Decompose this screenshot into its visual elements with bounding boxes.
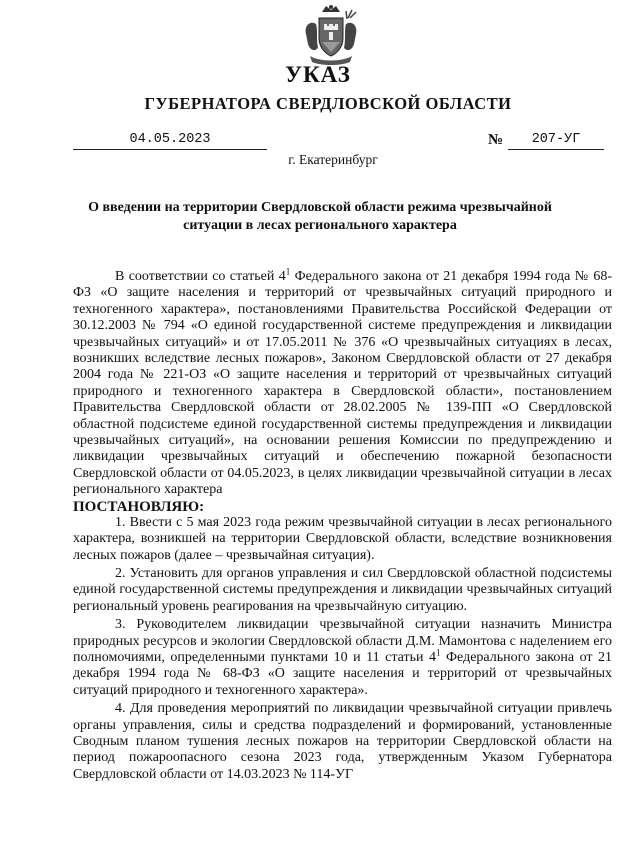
document-heading: О введении на территории Свердловской области режима чрезвычайной ситуации в лесах регионального характера xyxy=(88,200,552,233)
document-subtitle: ГУБЕРНАТОРА СВЕРДЛОВСКОЙ ОБЛАСТИ xyxy=(144,94,512,113)
document-body xyxy=(73,266,613,783)
document-title: УКАЗ xyxy=(285,62,351,87)
item-3-text-start: 3. Руководителем ликвидации чрезвычайной ситуации назначить Министра природных ресурсов и экологии Свердловской области Д.М. Мамонтова с наделением его полномочиями, определенными пунктами 10 и 11 статьи 4 xyxy=(73,617,612,665)
preamble-text-start: В соответствии со статьей 4 xyxy=(115,269,286,284)
document-number: 207-УГ xyxy=(508,131,604,150)
item-4: 4. Для проведения мероприятий по ликвидации чрезвычайной ситуации привлечь органы управления, силы и средства подразделений и формирований, установленные Сводным планом тушения лесных пожаров на территории Свердловской области на период пожароопасного сезона 2023 года, утвержденным Указом Губернатора Свердловской области от 14.03.2023 № 114-УГ xyxy=(73,701,612,782)
decree-word: ПОСТАНОВЛЯЮ: xyxy=(73,498,205,515)
coat-of-arms-icon xyxy=(300,4,362,68)
preamble-superscript: 1 xyxy=(285,266,291,277)
preamble-paragraph xyxy=(73,266,612,499)
preamble-text-end: Федерального закона от 21 декабря 1994 года № 68-ФЗ «О защите населения и территорий от чрезвычайных ситуаций природного и техногенного характера», постановлениями Правительства Российской Федерации от 30.12.2003 № 794 «О единой государственной системе предупреждения и ликвидации чрезвычайных ситуаций» и от 17.05.2011 № 376 «О чрезвычайных ситуациях в лесах, возникших вследствие лесных пожаров», Законом Свердловской области от 27 декабря 2004 года № 221-ОЗ «О защите населения и территорий от чрезвычайных ситуаций природного и техногенного характера в Свердловской области», постановлением Правительства Свердловской области от 28.02.2005 № 139-ПП «О Свердловской областной подсистеме единой государственной системы предупреждения и ликвидации чрезвычайных ситуаций», на основании решения Комиссии по предупреждению и ликвидации чрезвычайных ситуаций и обеспечению пожарной безопасности Свердловской области от 04.05.2023, в целях ликвидации чрезвычайной ситуации в лесах регионального характера xyxy=(73,269,612,498)
document-date: 04.05.2023 xyxy=(73,131,267,150)
item-1: 1. Ввести с 5 мая 2023 года режим чрезвычайной ситуации в лесах регионального характера, возникшей на территории Свердловской области, вследствие возникновения лесных пожаров (далее – чрезвычайная ситуация). xyxy=(73,514,612,563)
item-3-superscript: 1 xyxy=(435,647,441,658)
item-3-text-end: Федерального закона от 21 декабря 1994 года № 68-ФЗ «О защите населения и территорий от чрезвычайных ситуаций природного и техногенного характера». xyxy=(73,649,613,698)
item-3 xyxy=(73,617,612,699)
document-city: г. Екатеринбург xyxy=(288,152,378,167)
item-2: 2. Установить для органов управления и сил Свердловской областной подсистемы единой государственной системы предупреждения и ликвидации чрезвычайных ситуаций региональный уровень реагирования на чрезвычайную ситуацию. xyxy=(73,565,612,614)
number-sign: № xyxy=(488,132,504,148)
